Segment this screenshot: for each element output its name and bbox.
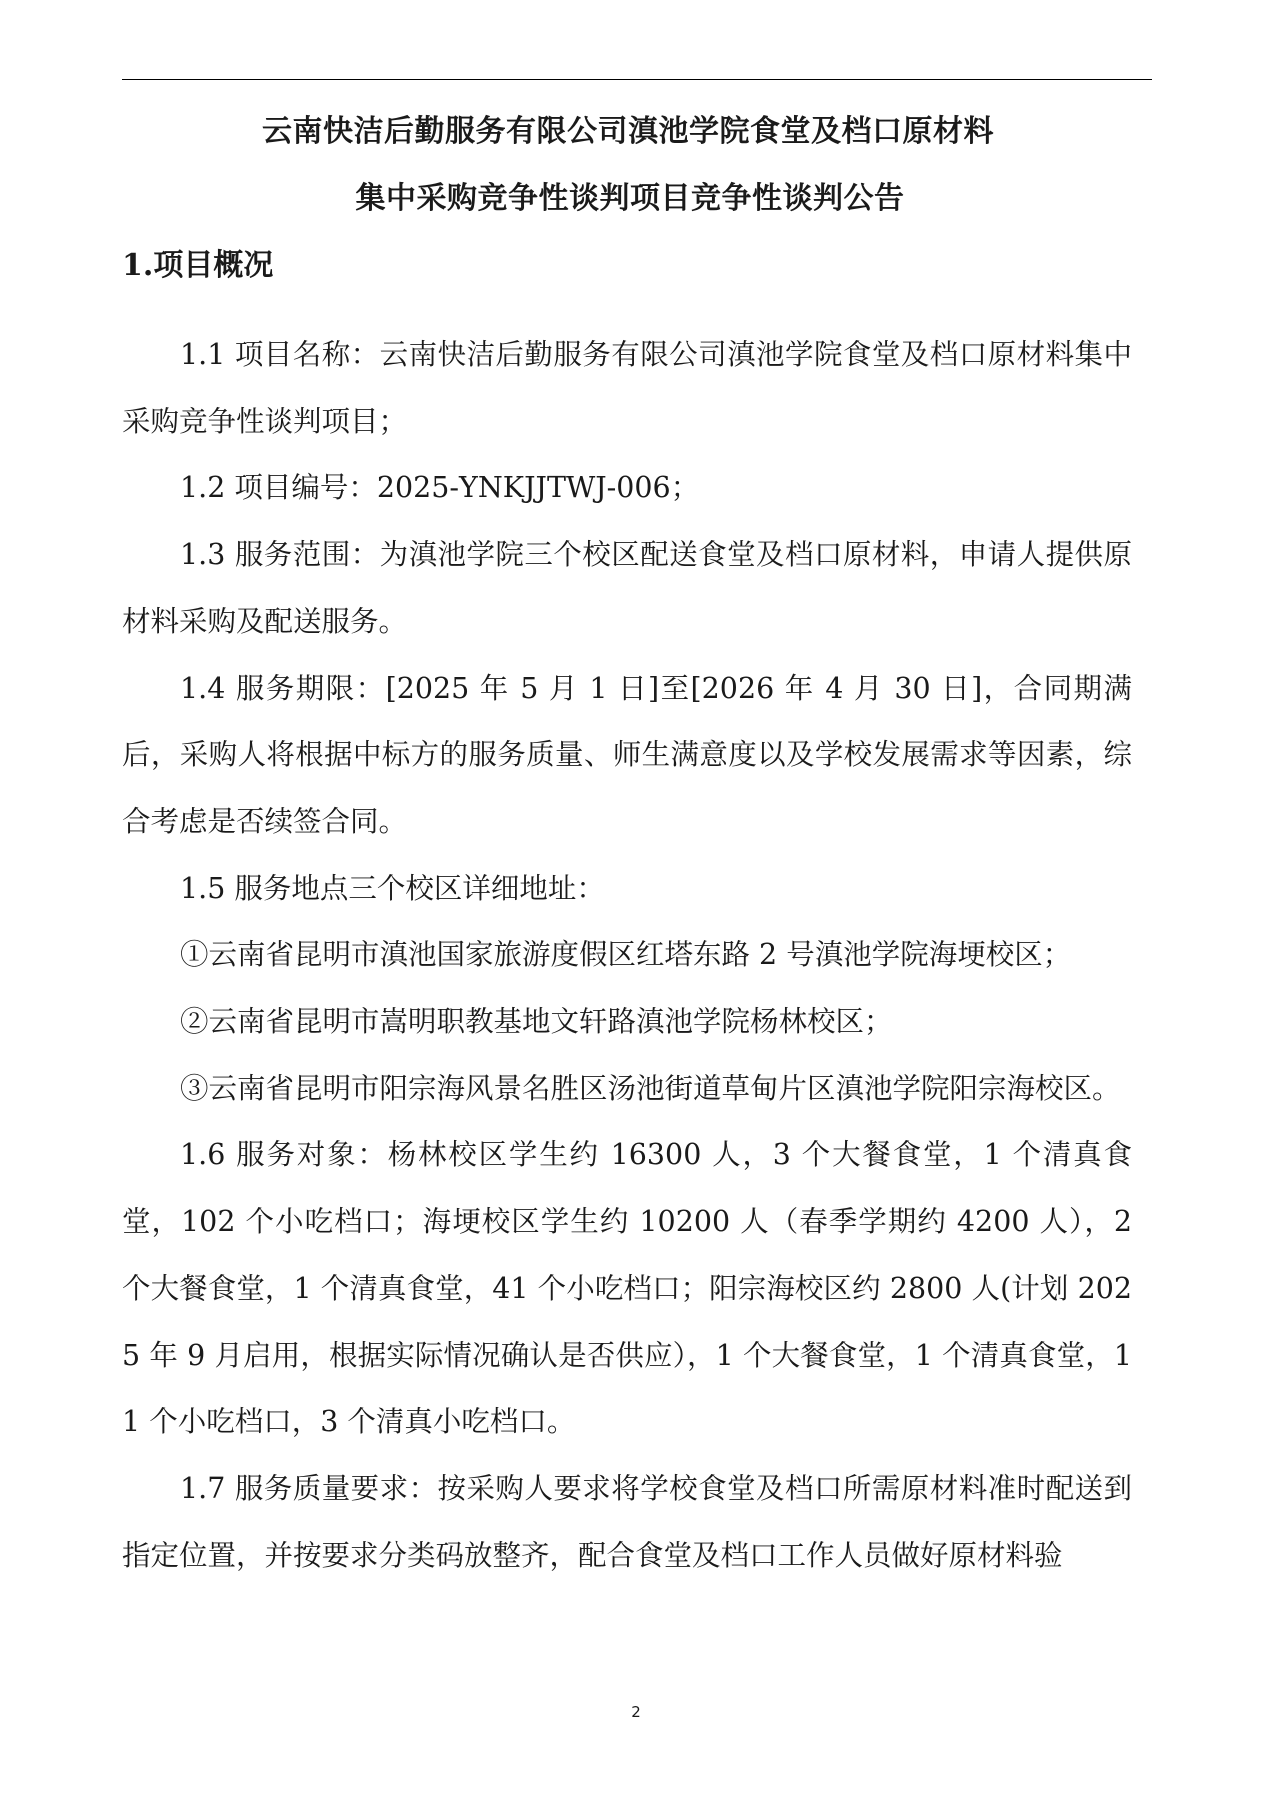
document-title-line-2: 集中采购竞争性谈判项目竞争性谈判公告 bbox=[355, 181, 905, 216]
paragraph-project-number: 1.2 项目编号：2025-YNKJJTWJ-006； bbox=[180, 471, 700, 505]
paragraph-address-1: ①云南省昆明市滇池国家旅游度假区红塔东路 2 号滇池学院海埂校区； bbox=[180, 938, 1072, 972]
document-title-line-1: 云南快洁后勤服务有限公司滇池学院食堂及档口原材料 bbox=[262, 114, 994, 149]
document-body bbox=[122, 322, 1132, 1589]
paragraph-service-period: 1.4 服务期限：[2025 年 5 月 1 日]至[2026 年 4 月 30 日]，合同期满后，采购人将根据中标方的服务质量、师生满意度以及学校发展需求等因素，综合考虑是否续签合同。 bbox=[122, 671, 1132, 838]
paragraph-project-name: 1.1 项目名称：云南快洁后勤服务有限公司滇池学院食堂及档口原材料集中采购竞争性谈判项目； bbox=[122, 338, 1132, 438]
paragraph-address-3: ③云南省昆明市阳宗海风景名胜区汤池街道草甸片区滇池学院阳宗海校区。 bbox=[180, 1071, 1121, 1105]
paragraph-service-objects: 1.6 服务对象：杨林校区学生约 16300 人，3 个大餐食堂，1 个清真食堂，102 个小吃档口；海埂校区学生约 10200 人（春季学期约 4200 人），2 个大餐食堂，1 个清真食堂，41 个小吃档口；阳宗海校区约 2800 人(计划 2025 年 9 月启用，根据实际情况确认是否供应），1 个大餐食堂，1 个清真食堂，11 个小吃档口，3 个清真小吃档口。 bbox=[122, 1138, 1132, 1439]
page-number: 2 bbox=[631, 1703, 641, 1721]
paragraph-service-scope: 1.3 服务范围：为滇池学院三个校区配送食堂及档口原材料，申请人提供原材料采购及配送服务。 bbox=[122, 538, 1132, 638]
header-rule bbox=[122, 79, 1152, 80]
paragraph-quality-requirements: 1.7 服务质量要求：按采购人要求将学校食堂及档口所需原材料准时配送到指定位置，并按要求分类码放整齐，配合食堂及档口工作人员做好原材料验 bbox=[122, 1471, 1132, 1572]
section-heading: 1.项目概况 bbox=[122, 248, 274, 283]
paragraph-service-locations: 1.5 服务地点三个校区详细地址： bbox=[180, 871, 605, 905]
paragraph-address-2: ②云南省昆明市嵩明职教基地文轩路滇池学院杨林校区； bbox=[180, 1005, 893, 1039]
